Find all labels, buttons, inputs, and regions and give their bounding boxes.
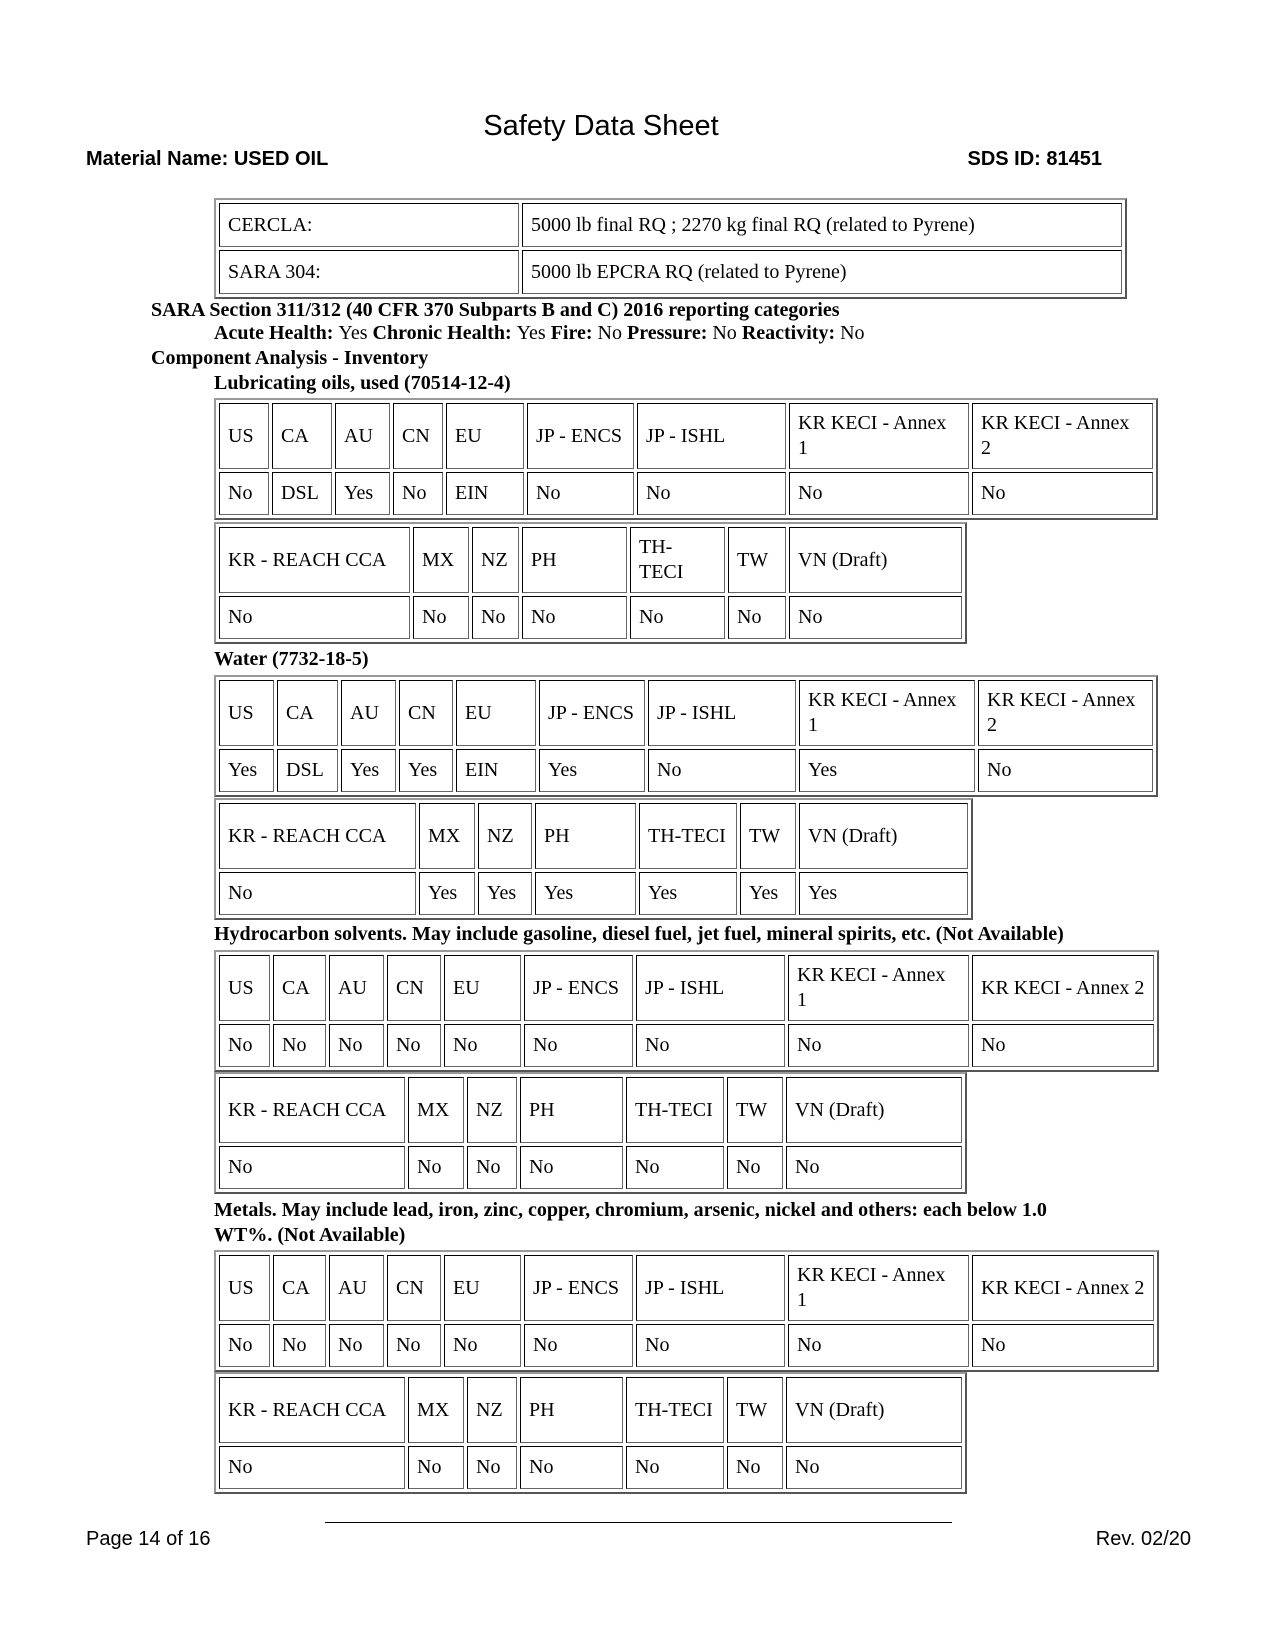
sara-heading: SARA Section 311/312 (40 CFR 370 Subparts B and C) 2016 reporting categories [151, 299, 840, 321]
inventory-value-cell: No [788, 1024, 969, 1067]
inventory-value-cell: No [273, 1024, 326, 1067]
inventory-value-cell: No [219, 596, 410, 639]
inventory-header-cell: VN (Draft) [786, 1377, 962, 1443]
inventory-value-cell: No [387, 1024, 441, 1067]
cercla-value: 5000 lb final RQ ; 2270 kg final RQ (related to Pyrene) [522, 203, 1122, 247]
inventory-header-cell: PH [522, 527, 627, 593]
inventory-header-cell: MX [408, 1377, 464, 1443]
inventory-value-cell: No [786, 1446, 962, 1489]
inventory-value-cell: No [636, 1324, 785, 1367]
inventory-header-cell: KR - REACH CCA [219, 1377, 405, 1443]
reactivity-value: No [840, 322, 865, 344]
reactivity-label: Reactivity: [741, 322, 836, 344]
inventory-value-cell: No [527, 472, 634, 515]
table-row [219, 472, 1153, 515]
inventory-header-cell: VN (Draft) [789, 527, 962, 593]
table-row [219, 596, 962, 639]
inventory-header-cell: MX [408, 1077, 464, 1143]
inventory-value-cell: No [522, 596, 627, 639]
inventory-header-cell: CN [387, 1255, 441, 1321]
inventory-header-cell: US [219, 403, 269, 469]
inventory-table [214, 675, 1158, 797]
inventory-table [214, 1250, 1159, 1372]
inventory-table [214, 950, 1159, 1072]
inventory-value-cell: No [219, 1146, 405, 1189]
inventory-value-cell: No [972, 472, 1153, 515]
inventory-header-cell: EU [456, 680, 536, 746]
table-row [219, 1255, 1154, 1321]
document-title: Safety Data Sheet [483, 110, 719, 142]
component-name: Water (7732-18-5) [214, 648, 369, 670]
inventory-value-cell: No [626, 1446, 724, 1489]
inventory-header-cell: NZ [472, 527, 519, 593]
inventory-header-cell: VN (Draft) [799, 803, 968, 869]
table-row [219, 680, 1153, 746]
inventory-header-cell: AU [335, 403, 390, 469]
table-row [219, 1377, 962, 1443]
inventory-header-cell: AU [341, 680, 396, 746]
inventory-header-cell: EU [444, 955, 521, 1021]
pressure-value: No [712, 322, 737, 344]
component-heading: Component Analysis - Inventory [151, 347, 429, 369]
sara304-value: 5000 lb EPCRA RQ (related to Pyrene) [522, 250, 1122, 294]
inventory-value-cell: EIN [456, 749, 536, 792]
table-row [219, 250, 1122, 294]
inventory-value-cell: No [413, 596, 469, 639]
inventory-header-cell: KR - REACH CCA [219, 803, 416, 869]
inventory-header-cell: TH-TECI [626, 1377, 724, 1443]
chronic-value: Yes [516, 322, 546, 344]
inventory-value-cell: No [636, 1024, 785, 1067]
inventory-header-cell: CA [277, 680, 338, 746]
inventory-header-cell: US [219, 680, 274, 746]
inventory-value-cell: EIN [446, 472, 524, 515]
inventory-header-cell: KR - REACH CCA [219, 527, 410, 593]
inventory-header-cell: TW [727, 1377, 783, 1443]
page-number: Page 14 of 16 [86, 1528, 211, 1550]
inventory-value-cell: Yes [335, 472, 390, 515]
table-row [219, 527, 962, 593]
inventory-header-cell: MX [413, 527, 469, 593]
inventory-header-cell: CA [273, 955, 326, 1021]
inventory-header-cell: JP - ISHL [637, 403, 786, 469]
inventory-header-cell: PH [520, 1077, 623, 1143]
inventory-header-cell: KR KECI - Annex 1 [788, 955, 969, 1021]
inventory-header-cell: KR KECI - Annex 2 [972, 955, 1154, 1021]
inventory-value-cell: DSL [277, 749, 338, 792]
inventory-header-cell: CN [387, 955, 441, 1021]
inventory-value-cell: No [972, 1024, 1154, 1067]
inventory-header-cell: JP - ENCS [524, 1255, 633, 1321]
inventory-value-cell: No [520, 1146, 623, 1189]
inventory-value-cell: No [524, 1324, 633, 1367]
inventory-value-cell: No [472, 596, 519, 639]
inventory-value-cell: Yes [341, 749, 396, 792]
inventory-header-cell: NZ [467, 1077, 517, 1143]
inventory-value-cell: No [467, 1146, 517, 1189]
inventory-header-cell: TH-TECI [639, 803, 737, 869]
sds-id: SDS ID: 81451 [967, 148, 1102, 170]
inventory-header-cell: AU [329, 955, 384, 1021]
table-row [219, 1324, 1154, 1367]
inventory-value-cell: No [329, 1324, 384, 1367]
inventory-value-cell: No [727, 1446, 783, 1489]
inventory-table [214, 1072, 967, 1194]
inventory-header-cell: KR KECI - Annex 1 [789, 403, 969, 469]
inventory-header-cell: KR KECI - Annex 1 [799, 680, 975, 746]
revision: Rev. 02/20 [1095, 1528, 1191, 1550]
inventory-value-cell: No [978, 749, 1153, 792]
inventory-header-cell: JP - ISHL [648, 680, 796, 746]
material-name: Material Name: USED OIL [86, 148, 329, 170]
footer-divider [325, 1522, 952, 1523]
table-row [219, 1077, 962, 1143]
inventory-value-cell: Yes [535, 872, 636, 915]
inventory-value-cell: Yes [399, 749, 453, 792]
inventory-header-cell: TW [728, 527, 786, 593]
inventory-header-cell: VN (Draft) [786, 1077, 962, 1143]
inventory-header-cell: CN [399, 680, 453, 746]
sara-categories [214, 322, 865, 345]
inventory-header-cell: PH [520, 1377, 623, 1443]
inventory-header-cell: TH-TECI [630, 527, 725, 593]
inventory-value-cell: Yes [639, 872, 737, 915]
inventory-header-cell: KR KECI - Annex 1 [788, 1255, 969, 1321]
inventory-value-cell: No [788, 1324, 969, 1367]
inventory-value-cell: No [408, 1446, 464, 1489]
inventory-value-cell: No [467, 1446, 517, 1489]
table-row [219, 872, 968, 915]
cercla-label: CERCLA: [219, 203, 519, 247]
inventory-table [214, 1372, 967, 1494]
inventory-value-cell: No [648, 749, 796, 792]
inventory-value-cell: No [219, 1446, 405, 1489]
inventory-header-cell: JP - ISHL [636, 955, 785, 1021]
inventory-value-cell: No [524, 1024, 633, 1067]
inventory-header-cell: CA [272, 403, 332, 469]
inventory-value-cell: Yes [419, 872, 475, 915]
component-name: Metals. May include lead, iron, zinc, copper, chromium, arsenic, nickel and others: each below 1.0 WT%. (Not Available) [214, 1199, 1047, 1246]
inventory-header-cell: TW [740, 803, 796, 869]
inventory-header-cell: KR - REACH CCA [219, 1077, 405, 1143]
table-row [219, 1024, 1154, 1067]
inventory-value-cell: No [637, 472, 786, 515]
component-name: Lubricating oils, used (70514-12-4) [214, 372, 511, 394]
inventory-value-cell: No [219, 872, 416, 915]
acute-label: Acute Health: [214, 322, 334, 344]
inventory-header-cell: JP - ENCS [524, 955, 633, 1021]
table-row [219, 403, 1153, 469]
inventory-header-cell: JP - ENCS [539, 680, 645, 746]
inventory-header-cell: JP - ISHL [636, 1255, 785, 1321]
inventory-value-cell: No [789, 596, 962, 639]
inventory-header-cell: PH [535, 803, 636, 869]
table-row [219, 203, 1122, 247]
inventory-value-cell: Yes [799, 749, 975, 792]
table-row [219, 955, 1154, 1021]
sara304-label: SARA 304: [219, 250, 519, 294]
inventory-value-cell: No [786, 1146, 962, 1189]
inventory-table [214, 398, 1158, 520]
inventory-value-cell: Yes [740, 872, 796, 915]
inventory-value-cell: Yes [478, 872, 532, 915]
inventory-value-cell: No [219, 1324, 270, 1367]
component-name: Hydrocarbon solvents. May include gasoline, diesel fuel, jet fuel, mineral spirits, etc. (Not Available) [214, 923, 1064, 945]
inventory-value-cell: No [789, 472, 969, 515]
inventory-header-cell: CA [273, 1255, 326, 1321]
inventory-header-cell: US [219, 955, 270, 1021]
inventory-table [214, 522, 967, 644]
fire-value: No [597, 322, 622, 344]
inventory-value-cell: No [273, 1324, 326, 1367]
inventory-value-cell: No [219, 472, 269, 515]
inventory-value-cell: No [444, 1324, 521, 1367]
pressure-label: Pressure: [627, 322, 708, 344]
inventory-value-cell: No [520, 1446, 623, 1489]
inventory-header-cell: MX [419, 803, 475, 869]
table-row [219, 1146, 962, 1189]
inventory-value-cell: No [972, 1324, 1154, 1367]
inventory-value-cell: No [444, 1024, 521, 1067]
inventory-value-cell: No [626, 1146, 724, 1189]
chronic-label: Chronic Health: [372, 322, 512, 344]
inventory-header-cell: KR KECI - Annex 2 [972, 403, 1153, 469]
inventory-value-cell: Yes [539, 749, 645, 792]
inventory-header-cell: KR KECI - Annex 2 [978, 680, 1153, 746]
inventory-header-cell: TH-TECI [626, 1077, 724, 1143]
inventory-value-cell: No [219, 1024, 270, 1067]
inventory-value-cell: No [408, 1146, 464, 1189]
inventory-header-cell: AU [329, 1255, 384, 1321]
inventory-value-cell: Yes [799, 872, 968, 915]
inventory-value-cell: No [329, 1024, 384, 1067]
table-row [219, 803, 968, 869]
regulatory-table [214, 198, 1127, 299]
inventory-table [214, 798, 973, 920]
inventory-header-cell: US [219, 1255, 270, 1321]
inventory-header-cell: KR KECI - Annex 2 [972, 1255, 1154, 1321]
inventory-value-cell: No [393, 472, 443, 515]
inventory-header-cell: CN [393, 403, 443, 469]
inventory-header-cell: EU [444, 1255, 521, 1321]
acute-value: Yes [338, 322, 368, 344]
inventory-header-cell: NZ [467, 1377, 517, 1443]
inventory-value-cell: Yes [219, 749, 274, 792]
inventory-value-cell: No [387, 1324, 441, 1367]
table-row [219, 1446, 962, 1489]
fire-label: Fire: [550, 322, 593, 344]
inventory-value-cell: No [727, 1146, 783, 1189]
inventory-value-cell: No [728, 596, 786, 639]
inventory-header-cell: JP - ENCS [527, 403, 634, 469]
inventory-header-cell: TW [727, 1077, 783, 1143]
inventory-value-cell: No [630, 596, 725, 639]
table-row [219, 749, 1153, 792]
inventory-header-cell: NZ [478, 803, 532, 869]
inventory-header-cell: EU [446, 403, 524, 469]
inventory-value-cell: DSL [272, 472, 332, 515]
